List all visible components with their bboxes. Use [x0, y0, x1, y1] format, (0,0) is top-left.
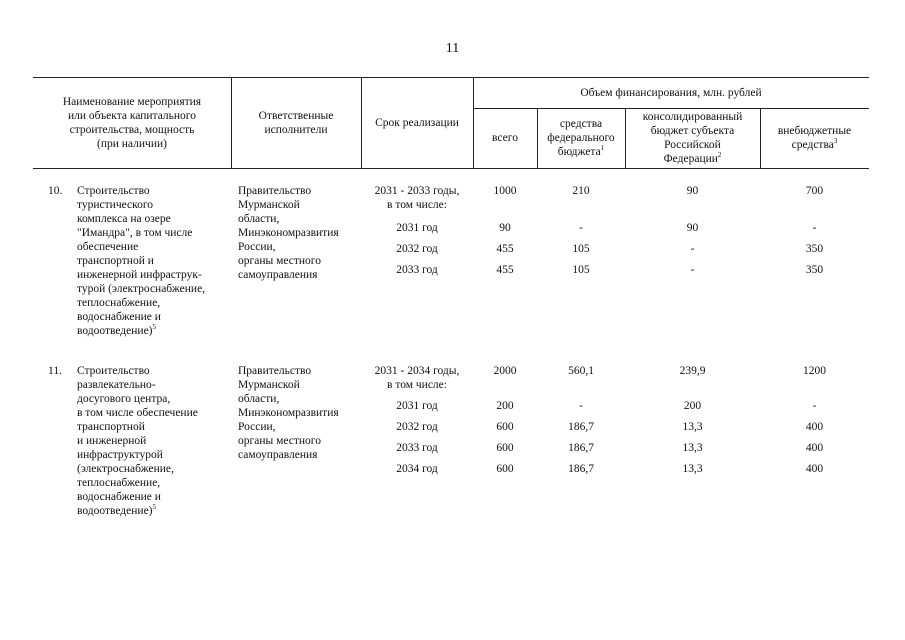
- page-number: 11: [445, 41, 460, 56]
- term-cell: 2032 год: [396, 243, 438, 255]
- federal-cell: 210: [572, 185, 590, 197]
- header-total-col: всего: [492, 132, 518, 144]
- term-cell: 2034 год: [396, 463, 438, 475]
- term-cell: 2031 год: [396, 222, 438, 234]
- federal-cell: 186,7: [568, 442, 594, 454]
- header-funding-group: Объем финансирования, млн. рублей: [580, 86, 762, 99]
- offbudget-cell: 400: [805, 463, 824, 475]
- footnote-ref: 3: [833, 137, 838, 146]
- regional-cell: 90: [686, 185, 699, 197]
- term-cell: 2031 год: [396, 400, 438, 412]
- regional-cell: -: [690, 264, 695, 276]
- offbudget-cell: 700: [805, 185, 824, 197]
- term-cell: 2033 год: [396, 442, 438, 454]
- federal-cell: -: [579, 222, 583, 234]
- offbudget-cell: -: [812, 400, 817, 412]
- table-header-bottom-border: [33, 168, 869, 169]
- offbudget-cell: 400: [805, 442, 824, 454]
- total-cell: 90: [499, 222, 511, 234]
- regional-cell: 13,3: [682, 463, 703, 475]
- header-term-col: Срок реализации: [375, 116, 459, 129]
- term-cell: 2032 год: [396, 421, 438, 433]
- regional-cell: 200: [683, 400, 702, 412]
- federal-cell: -: [579, 400, 583, 412]
- term-cell: в том числе:: [387, 199, 447, 211]
- total-cell: 455: [496, 264, 514, 276]
- regional-cell: 13,3: [682, 421, 703, 433]
- term-cell: 2031 - 2034 годы,: [374, 365, 460, 377]
- federal-cell: 186,7: [568, 421, 594, 433]
- federal-cell: 560,1: [568, 365, 594, 377]
- header-offbudget-col: внебюджетные средства$^3$: [777, 125, 852, 151]
- federal-cell: 186,7: [568, 463, 594, 475]
- footnote-ref: 2: [717, 151, 722, 160]
- federal-cell: 105: [572, 264, 590, 276]
- total-cell: 600: [496, 421, 514, 433]
- regional-cell: 239,9: [679, 365, 706, 377]
- row-responsible: Правительство Мурманской области, Минэкономразвития России, органы местного самоуправления: [238, 185, 339, 281]
- offbudget-cell: 350: [805, 264, 824, 276]
- total-cell: 200: [496, 400, 514, 412]
- total-cell: 600: [496, 463, 514, 475]
- term-cell: в том числе:: [387, 379, 447, 391]
- row-number: 10.: [48, 185, 63, 197]
- regional-cell: 13,3: [682, 442, 703, 454]
- footnote-ref: 5: [152, 503, 157, 512]
- federal-cell: 105: [572, 243, 590, 255]
- offbudget-cell: 350: [805, 243, 824, 255]
- footnote-ref: 1: [600, 144, 605, 153]
- total-cell: 600: [496, 442, 514, 454]
- offbudget-cell: -: [812, 222, 817, 234]
- header-name-col: Наименование мероприятия или объекта капитального строительства, мощность (при наличии): [62, 95, 202, 150]
- header-federal-col: средства федерального бюджета$^1$: [547, 118, 615, 158]
- row-name: Строительство развлекательно- досугового центра, в том числе обеспечение транспортной и инженерной инфраструктурой (электроснабжение, теплоснабжение, водоснабжение и водоотведение)$^5$: [77, 365, 198, 517]
- offbudget-cell: 1200: [803, 365, 826, 377]
- term-cell: 2031 - 2033 годы,: [374, 185, 460, 197]
- total-cell: 1000: [493, 185, 517, 197]
- row-name: Строительство туристического комплекса на озере "Имандра", в том числе обеспечение транспортной и инженерной инфраструк- турой (электроснабжение, теплоснабжение, водоснабжение и водоотведение)$^5$: [77, 185, 206, 337]
- header-responsible-col: Ответственные исполнители: [258, 109, 334, 136]
- term-cell: 2033 год: [396, 264, 438, 276]
- row-number: 11.: [48, 365, 62, 377]
- regional-cell: 90: [686, 222, 699, 234]
- total-cell: 2000: [493, 365, 517, 377]
- header-regional-col: консолидированный бюджет субъекта Российской Федерации$^2$: [642, 111, 743, 165]
- row-responsible: Правительство Мурманской области, Минэкономразвития России, органы местного самоуправления: [238, 365, 339, 461]
- offbudget-cell: 400: [805, 421, 824, 433]
- footnote-ref: 5: [152, 323, 157, 332]
- total-cell: 455: [496, 243, 514, 255]
- regional-cell: -: [690, 243, 695, 255]
